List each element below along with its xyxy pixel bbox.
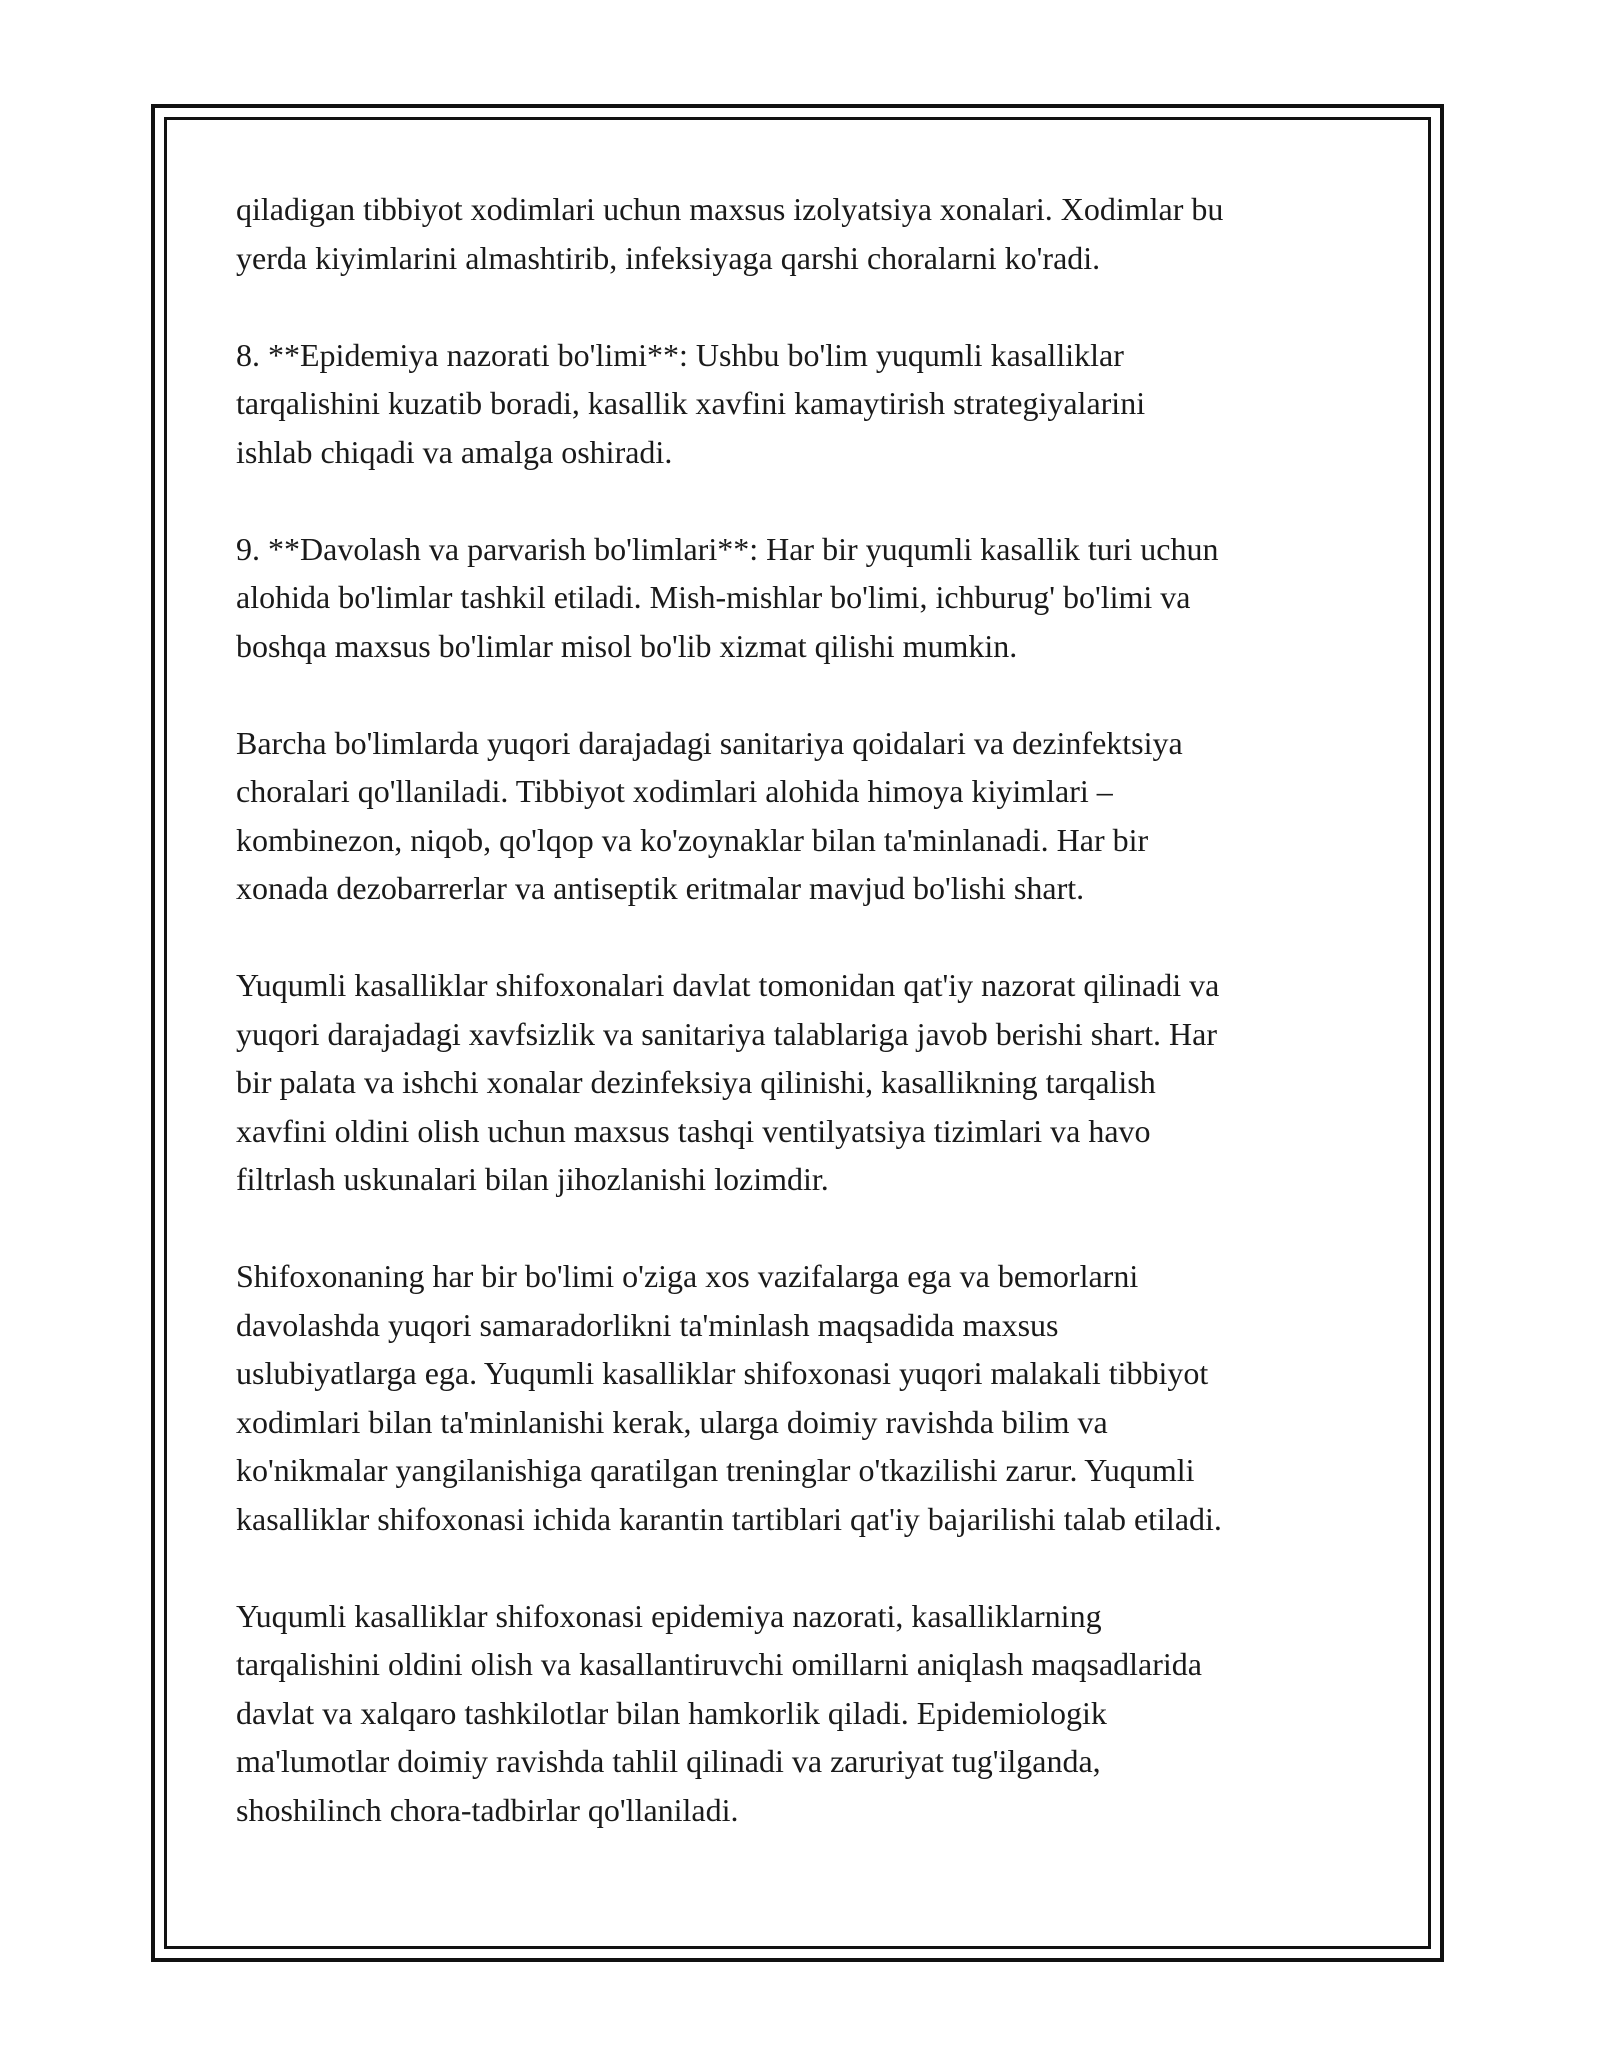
text-line: alohida bo'limlar tashkil etiladi. Mish-mishlar bo'limi, ichburug' bo'limi va	[236, 579, 1191, 615]
document-body	[236, 185, 1376, 1883]
text-line: kombinezon, niqob, qo'lqop va ko'zoynaklar bilan ta'minlanadi. Har bir	[236, 821, 1149, 858]
text-line: ishlab chiqadi va amalga oshiradi.	[236, 433, 673, 470]
text-line: 8. **Epidemiya nazorati bo'limi**: Ushbu bo'lim yuqumli kasalliklar	[236, 336, 1124, 373]
text-line: tarqalishini oldini olish va kasallantiruvchi omillarni aniqlash maqsadlarida	[236, 1646, 1202, 1682]
text-line: xodimlari bilan ta'minlanishi kerak, ularga doimiy ravishda bilim va	[236, 1403, 1108, 1440]
text-line: filtrlash uskunalari bilan jihozlanishi lozimdir.	[236, 1161, 829, 1197]
paragraph-cooperation	[236, 1592, 1376, 1835]
text-line: Shifoxonaning har bir bo'limi o'ziga xos vazifalarga ega va bemorlarni	[236, 1258, 1139, 1294]
text-line: qiladigan tibbiyot xodimlari uchun maxsus izolyatsiya xonalari. Xodimlar bu	[236, 191, 1224, 227]
text-line: Barcha bo'limlarda yuqori darajadagi sanitariya qoidalari va dezinfektsiya	[236, 724, 1183, 761]
text-line: Yuqumli kasalliklar shifoxonalari davlat tomonidan qat'iy nazorat qilinadi va	[236, 967, 1220, 1003]
text-line: ma'lumotlar doimiy ravishda tahlil qilinadi va zaruriyat tug'ilganda,	[236, 1743, 1101, 1779]
paragraph-sanitary-rules	[236, 719, 1376, 913]
paragraph-epidemic-control	[236, 331, 1376, 477]
text-line: xavfini oldini olish uchun maxsus tashqi ventilyatsiya tizimlari va havo	[236, 1112, 1151, 1149]
paragraph-department-tasks	[236, 1252, 1376, 1543]
text-line: yuqori darajadagi xavfsizlik va sanitariya talablariga javob berishi shart. Har	[236, 1015, 1217, 1052]
text-line: yerda kiyimlarini almashtirib, infeksiyaga qarshi choralarni ko'radi.	[236, 239, 1101, 276]
text-line: kasalliklar shifoxonasi ichida karantin tartiblari qat'iy bajarilishi talab etiladi.	[236, 1500, 1222, 1537]
paragraph-state-control	[236, 961, 1376, 1204]
text-line: ko'nikmalar yangilanishiga qaratilgan treninglar o'tkazilishi zarur. Yuqumli	[236, 1452, 1195, 1488]
text-line: boshqa maxsus bo'limlar misol bo'lib xizmat qilishi mumkin.	[236, 627, 1018, 664]
text-line: shoshilinch chora-tadbirlar qo'llaniladi.	[236, 1791, 739, 1828]
text-line: Yuqumli kasalliklar shifoxonasi epidemiya nazorati, kasalliklarning	[236, 1597, 1102, 1634]
text-line: uslubiyatlarga ega. Yuqumli kasalliklar shifoxonasi yuqori malakali tibbiyot	[236, 1355, 1209, 1391]
text-line: bir palata va ishchi xonalar dezinfeksiya qilinishi, kasallikning tarqalish	[236, 1064, 1156, 1100]
text-line: davolashda yuqori samaradorlikni ta'minlash maqsadida maxsus	[236, 1306, 1059, 1343]
text-line: tarqalishini kuzatib boradi, kasallik xavfini kamaytirish strategiyalarini	[236, 385, 1146, 421]
text-line: 9. **Davolash va parvarish bo'limlari**: Har bir yuqumli kasallik turi uchun	[236, 530, 1219, 567]
text-line: davlat va xalqaro tashkilotlar bilan hamkorlik qiladi. Epidemiologik	[236, 1694, 1107, 1731]
paragraph-isolation-rooms	[236, 185, 1376, 282]
paragraph-treatment-departments	[236, 525, 1376, 671]
text-line: xonada dezobarrerlar va antiseptik eritmalar mavjud bo'lishi shart.	[236, 870, 1085, 906]
text-line: choralari qo'llaniladi. Tibbiyot xodimlari alohida himoya kiyimlari –	[236, 773, 1113, 809]
